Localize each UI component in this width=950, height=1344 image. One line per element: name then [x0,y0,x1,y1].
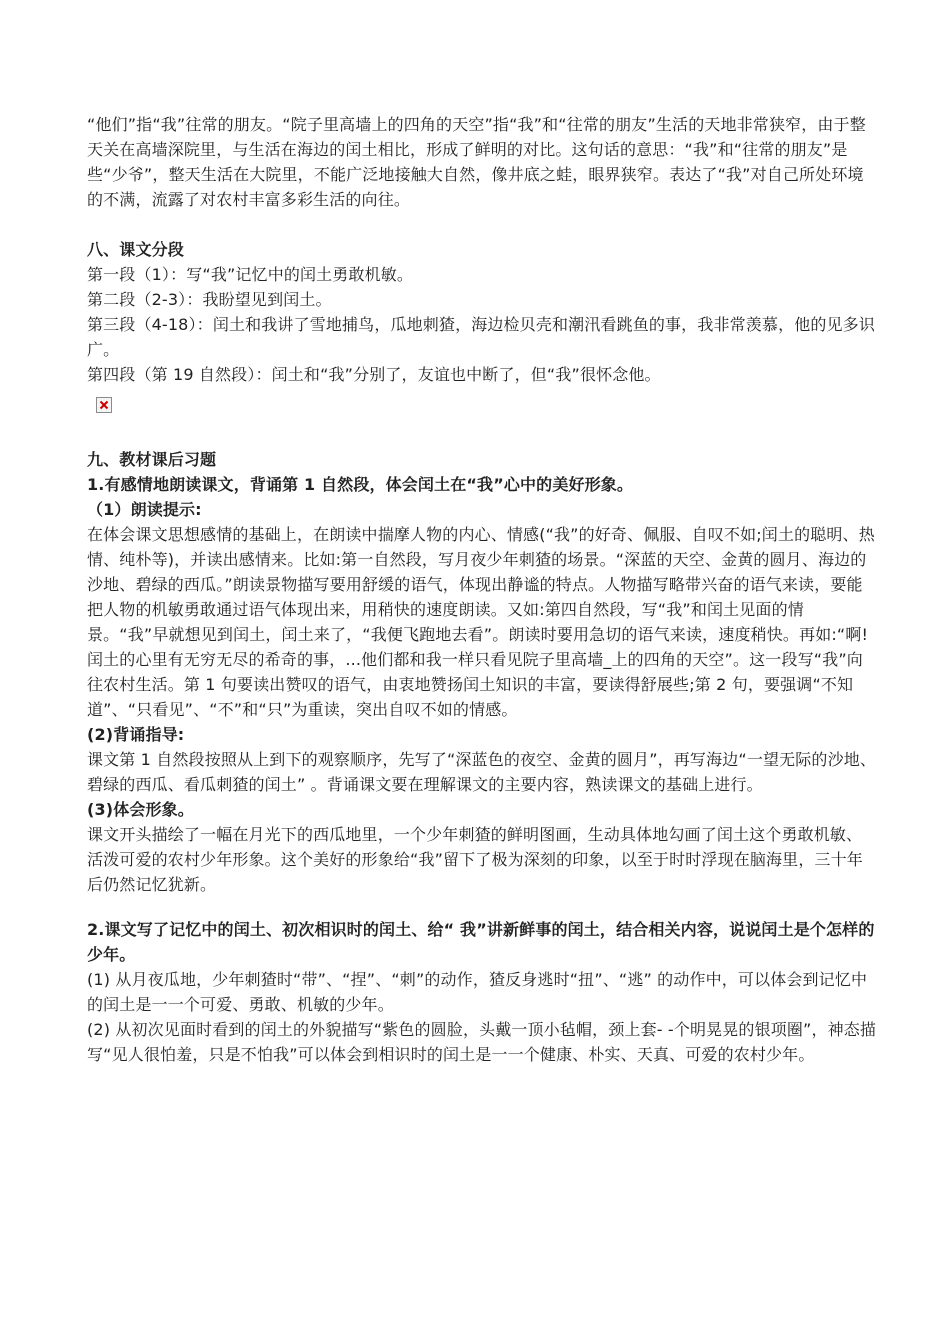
q2-point-2: (2) 从初次见面时看到的闰土的外貌描写“紫色的圆脸，头戴一顶小毡帽，颈上套- -个明晃晃的银项圈”，神态描写“见人很怕羞，只是不怕我”可以体会到相识时的闰土是一一个健康、朴实、天真、可爱的农村少年。 [87,1020,877,1064]
section8-item: 第二段（2-3）：我盼望见到闰土。 [87,290,332,309]
section8-heading: 八、课文分段 [87,240,184,259]
broken-image-icon [96,397,112,413]
section8-item: 第三段（4-18）：闰土和我讲了雪地捕鸟，瓜地刺猹，海边检贝壳和潮汛看跳鱼的事，我非常羡慕，他的见多识广。 [87,315,875,359]
broken-image-cross [97,398,111,412]
question-1-title: 1.有感情地朗读课文，背诵第 1 自然段，体会闰土在“我”心中的美好形象。 [87,475,634,494]
q1-sub1-text: 在体会课文思想感情的基础上，在朗读中揣摩人物的内心、情感(“我”的好奇、佩服、自叹不如;闰土的聪明、热情、纯朴等)，并读出感情来。比如:第一自然段，写月夜少年刺猹的场景。“深蓝的天空、金黄的圆月、海边的沙地、碧绿的西瓜。”朗读景物描写要用舒缓的语气，体现出静谧的特点。人物描写略带兴奋的语气来读，要能把人物的机敏勇敢通过语气体现出来，用稍快的速度朗读。又如:第四自然段，写“我”和闰土见面的情景。“我”早就想见到闰土，闰土来了，“我便飞跑地去看”。朗读时要用急切的语气来读，速度稍快。再如:“啊!闰土的心里有无穷无尽的希奇的事，...他们都和我一样只看见院子里高墙_上的四角的天空”。这一段写“我”向往农村生活。第 1 句要读出赞叹的语气，由衷地赞扬闰土知识的丰富，要读得舒展些;第 2 句，要强调“不知道”、“只看见”、“不”和“只”为重读，突出自叹不如的情感。 [87,525,875,719]
q1-sub2-title: (2)背诵指导: [87,725,185,744]
q2-point-1: (1) 从月夜瓜地，少年刺猹时“带”、“捏”、“刺”的动作，猹反身逃时“扭”、“逃” 的动作中，可以体会到记忆中的闰土是一一个可爱、勇敢、机敏的少年。 [87,970,868,1014]
section8-item: 第一段（1）：写“我”记忆中的闰土勇敢机敏。 [87,265,414,284]
image-placeholder-row [87,387,877,422]
q1-sub2-text: 课文第 1 自然段按照从上到下的观察顺序，先写了“深蓝色的夜空、金黄的圆月”，再写海边“一望无际的沙地、碧绿的西瓜、看瓜刺猹的闰土” 。背诵课文要在理解课文的主要内容，熟读课文的基础上进行。 [87,750,877,794]
document-page [87,112,877,1067]
q1-sub3-text: 课文开头描绘了一幅在月光下的西瓜地里，一个少年刺猹的鲜明图画，生动具体地勾画了闰土这个勇敢机敏、活泼可爱的农村少年形象。这个美好的形象给“我”留下了极为深刻的印象，以至于时时浮现在脑海里，三十年后仍然记忆犹新。 [87,825,863,894]
spacer [87,212,877,237]
section7-paragraph: “他们”指“我”往常的朋友。“院子里高墙上的四角的天空”指“我”和“往常的朋友”生活的天地非常狭窄，由于整天关在高墙深院里，与生活在海边的闰土相比，形成了鲜明的对比。这句话的意思：“我”和“往常的朋友”是些“少爷”，整天生活在大院里，不能广泛地接触大自然，像井底之蛙，眼界狭窄。表达了“我”对自己所处环境的不满，流露了对农村丰富多彩生活的向往。 [87,115,866,209]
spacer [87,422,877,447]
q1-sub1-title: （1）朗读提示: [87,500,202,519]
section8-item: 第四段（第 19 自然段）：闰土和“我”分别了，友谊也中断了，但“我”很怀念他。 [87,365,661,384]
question-2-title: 2.课文写了记忆中的闰土、初次相识时的闰土、给“ 我”讲新鲜事的闰土，结合相关内容，说说闰土是个怎样的少年。 [87,920,875,964]
q1-sub3-title: (3)体会形象。 [87,800,194,819]
spacer [87,897,877,917]
section9-heading: 九、教材课后习题 [87,450,217,469]
